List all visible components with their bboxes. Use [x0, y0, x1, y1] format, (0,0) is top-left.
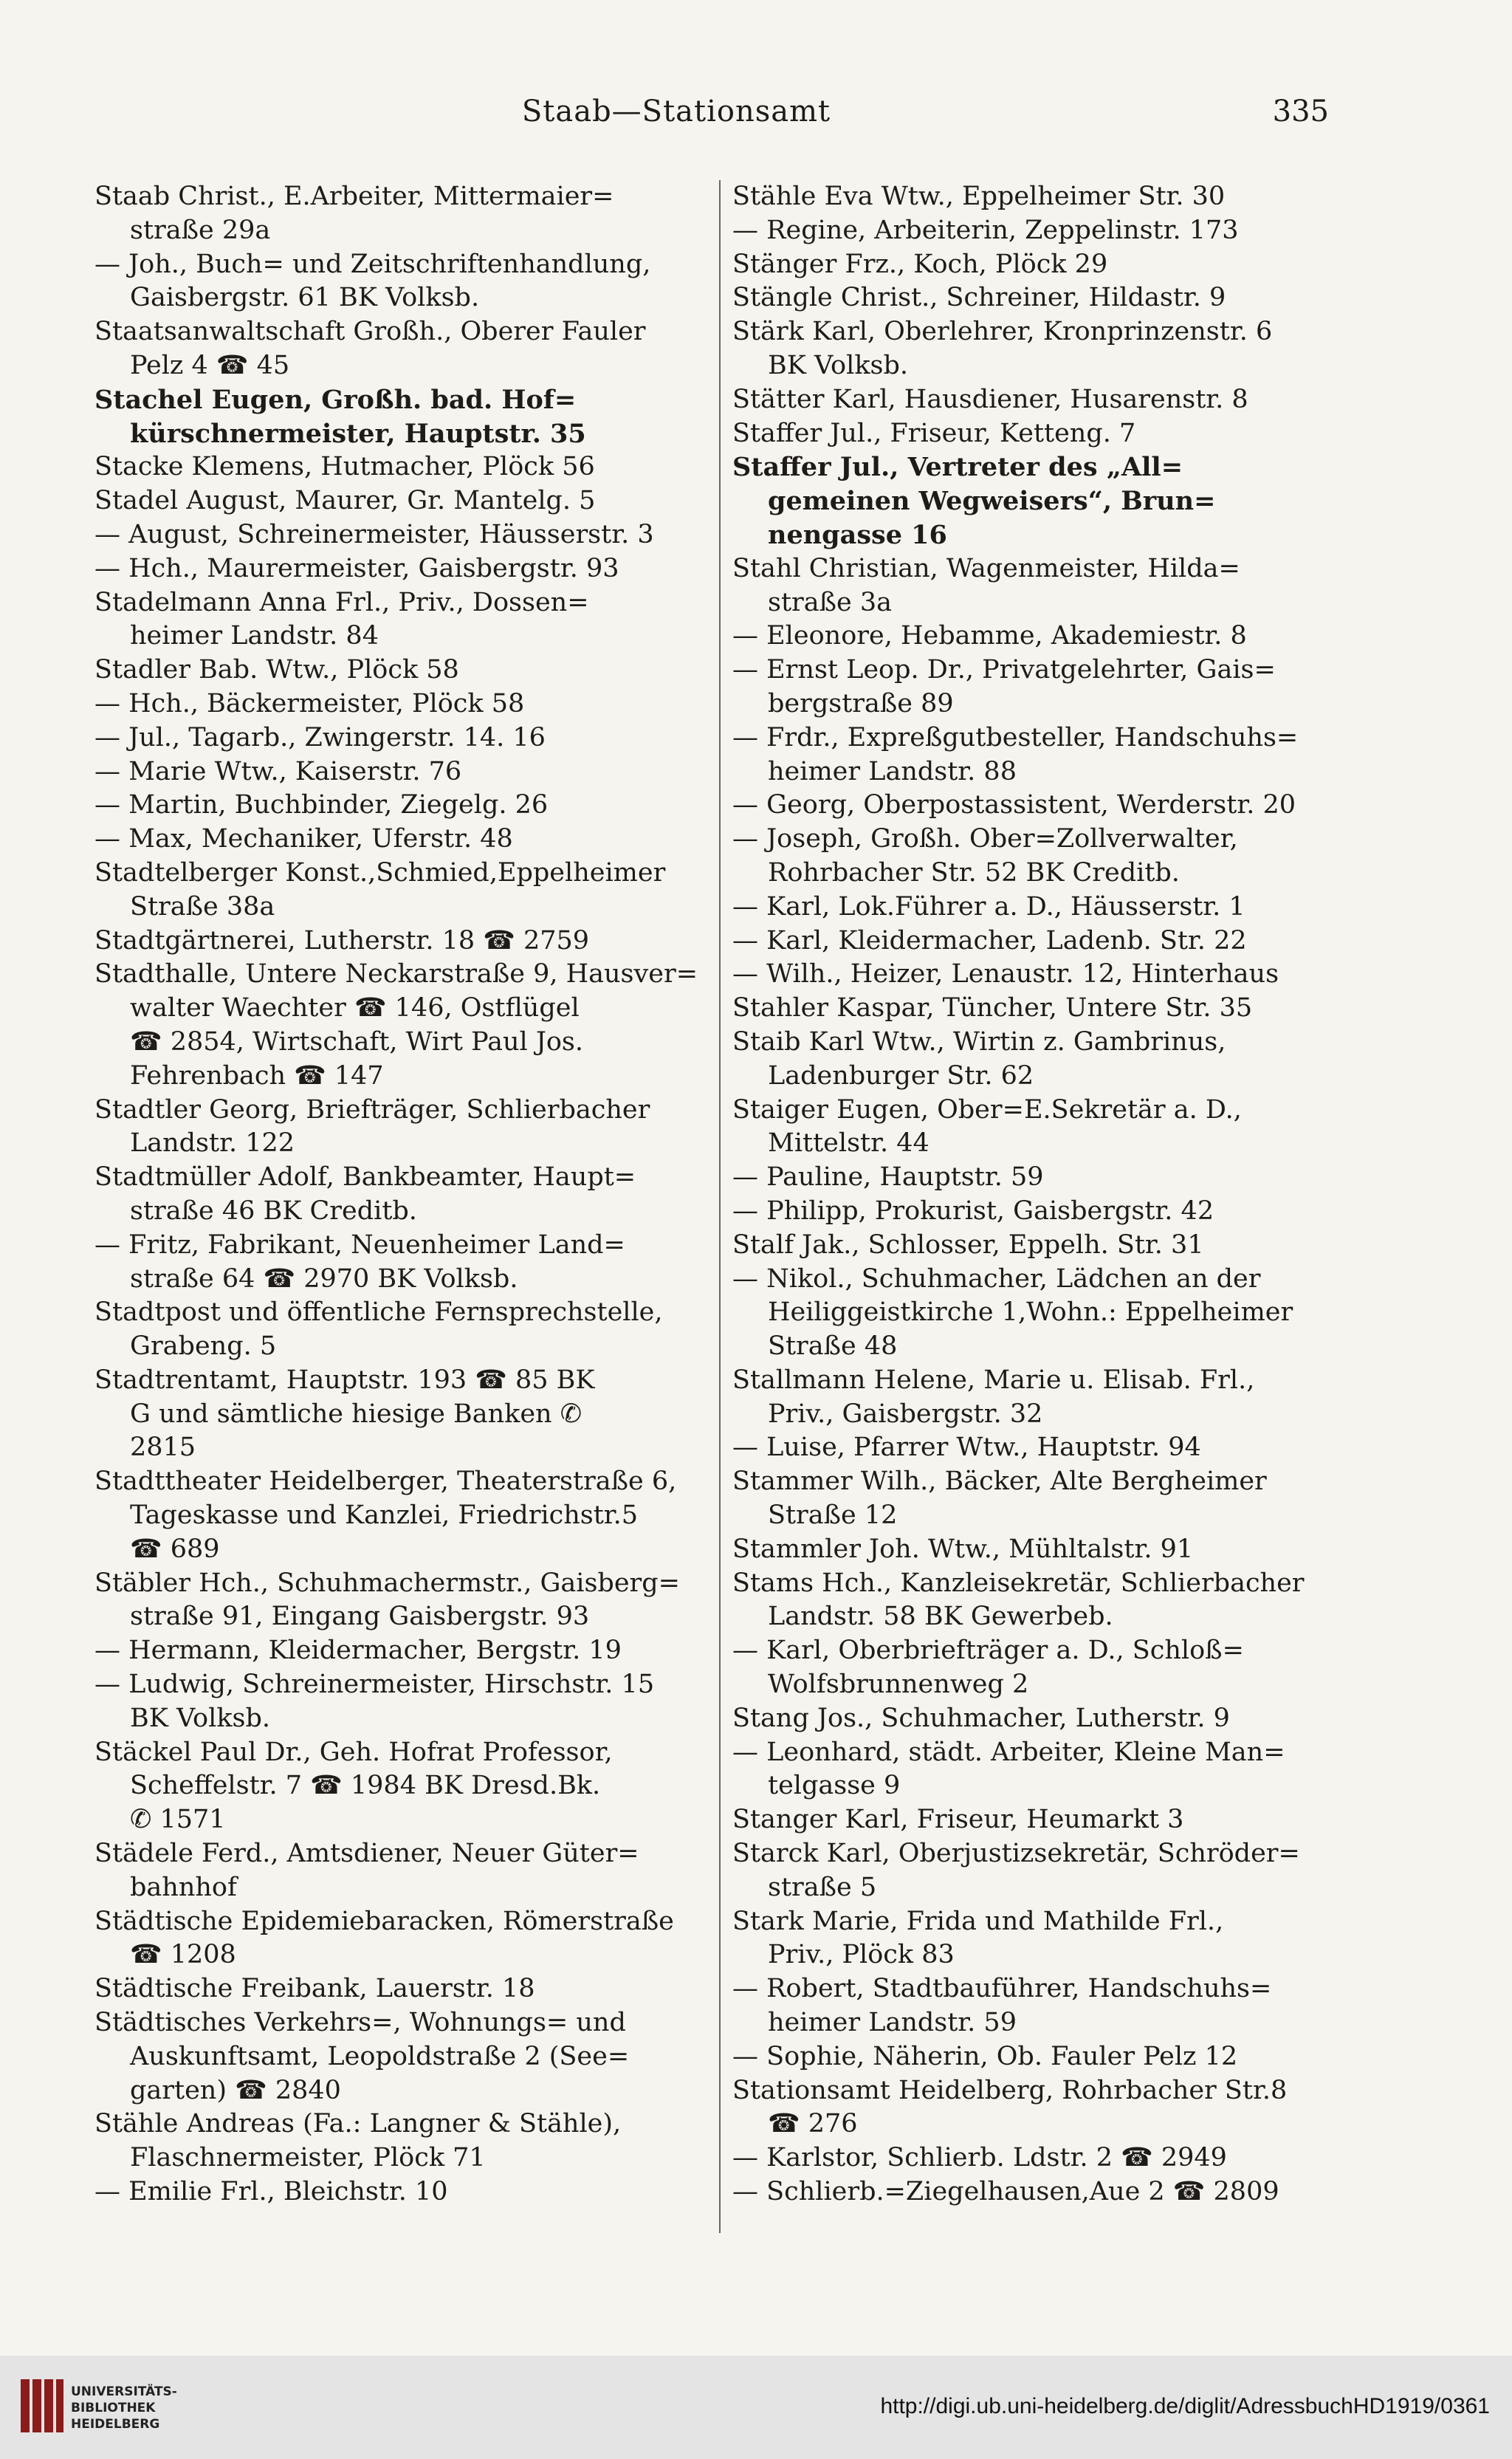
source-url-link[interactable]: http://digi.ub.uni-heidelberg.de/diglit/AdressbuchHD1919/0361: [880, 2394, 1490, 2418]
directory-line: Straße 48: [768, 1331, 898, 1362]
directory-line: ☎ 276: [768, 2109, 858, 2139]
directory-line: — Hch., Bäckermeister, Plöck 58: [94, 688, 525, 719]
directory-line: Stäbler Hch., Schuhmachermstr., Gaisberg=: [94, 1568, 681, 1598]
directory-line: G und sämtliche hiesige Banken ✆: [130, 1399, 583, 1429]
directory-line: Stätter Karl, Hausdiener, Husarenstr. 8: [732, 384, 1248, 414]
directory-line: telgasse 9: [768, 1771, 901, 1801]
directory-line: Stadtrentamt, Hauptstr. 193 ☎ 85 BK: [94, 1365, 595, 1395]
directory-line: 2815: [130, 1433, 196, 1463]
directory-line: Stadtgärtnerei, Lutherstr. 18 ☎ 2759: [94, 925, 590, 956]
directory-line: — Joseph, Großh. Ober=Zollverwalter,: [732, 824, 1238, 854]
directory-line: bahnhof: [130, 1872, 237, 1902]
directory-line: heimer Landstr. 59: [768, 2008, 1017, 2038]
directory-line: — Karl, Oberbriefträger a. D., Schloß=: [732, 1636, 1244, 1666]
directory-line: Flaschnermeister, Plöck 71: [130, 2143, 486, 2173]
directory-line: Straße 12: [768, 1501, 898, 1531]
directory-line: — Emilie Frl., Bleichstr. 10: [94, 2177, 448, 2207]
directory-line: garten) ☎ 2840: [130, 2075, 341, 2105]
directory-line: Staiger Eugen, Ober=E.Sekretär a. D.,: [732, 1094, 1242, 1125]
directory-line: ☎ 689: [130, 1534, 220, 1564]
directory-line: Heiliggeistkirche 1,Wohn.: Eppelheimer: [768, 1297, 1293, 1328]
directory-line: Staatsanwaltschaft Großh., Oberer Fauler: [94, 317, 646, 347]
directory-line: Stadttheater Heidelberger, Theaterstraße 6,: [94, 1467, 677, 1497]
directory-line: Stadelmann Anna Frl., Priv., Dossen=: [94, 587, 589, 617]
directory-line: — Robert, Stadtbauführer, Handschuhs=: [732, 1974, 1272, 2004]
directory-line: Starck Karl, Oberjustizsekretär, Schröder=: [732, 1839, 1300, 1869]
logo-line: UNIVERSITÄTS-: [71, 2384, 177, 2399]
directory-line: Wolfsbrunnenweg 2: [768, 1670, 1029, 1700]
directory-line: — Karl, Lok.Führer a. D., Häusserstr. 1: [732, 891, 1245, 922]
directory-line: Fehrenbach ☎ 147: [130, 1060, 384, 1091]
directory-line: BK Volksb.: [130, 1703, 271, 1733]
directory-line: Städtische Epidemiebaracken, Römerstraße: [94, 1906, 674, 1936]
directory-line: Priv., Plöck 83: [768, 1940, 955, 1970]
directory-line: — Luise, Pfarrer Wtw., Hauptstr. 94: [732, 1433, 1201, 1463]
directory-line: straße 46 BK Creditb.: [130, 1196, 417, 1226]
directory-line: Städtische Freibank, Lauerstr. 18: [94, 1974, 535, 2004]
footer-bar: [0, 2356, 1512, 2459]
directory-line: bergstraße 89: [768, 688, 954, 719]
directory-line: walter Waechter ☎ 146, Ostflügel: [130, 993, 580, 1023]
directory-line: Stadtmüller Adolf, Bankbeamter, Haupt=: [94, 1162, 636, 1193]
directory-line: straße 5: [768, 1872, 877, 1902]
directory-line: Stadel August, Maurer, Gr. Mantelg. 5: [94, 486, 596, 516]
directory-line: — Hch., Maurermeister, Gaisbergstr. 93: [94, 553, 619, 583]
directory-line: — Georg, Oberpostassistent, Werderstr. 20: [732, 790, 1296, 820]
library-logo-text: [71, 2384, 233, 2432]
directory-line: — Ernst Leop. Dr., Privatgelehrter, Gais=: [732, 655, 1276, 685]
directory-line: Stäckel Paul Dr., Geh. Hofrat Professor,: [94, 1737, 613, 1767]
directory-line: Städele Ferd., Amtsdiener, Neuer Güter=: [94, 1839, 639, 1869]
directory-line: — Sophie, Näherin, Ob. Fauler Pelz 12: [732, 2041, 1238, 2071]
directory-line: — Max, Mechaniker, Uferstr. 48: [94, 824, 513, 854]
logo-line: HEIDELBERG: [71, 2417, 160, 2432]
directory-line: — Fritz, Fabrikant, Neuenheimer Land=: [94, 1230, 625, 1260]
directory-line: heimer Landstr. 88: [768, 756, 1017, 786]
directory-line: — Wilh., Heizer, Lenaustr. 12, Hinterhaus: [732, 959, 1279, 990]
directory-line: straße 91, Eingang Gaisbergstr. 93: [130, 1602, 590, 1632]
directory-line: Stahl Christian, Wagenmeister, Hilda=: [732, 553, 1240, 583]
directory-line: — August, Schreinermeister, Häusserstr. 3: [94, 519, 654, 549]
column-rule: [719, 180, 721, 2233]
running-head: Staab—Stationsamt: [521, 95, 831, 128]
directory-line: Staffer Jul., Vertreter des „All=: [732, 452, 1183, 483]
directory-line: Ladenburger Str. 62: [768, 1060, 1034, 1091]
directory-line: Stanger Karl, Friseur, Heumarkt 3: [732, 1805, 1184, 1835]
directory-line: — Marie Wtw., Kaiserstr. 76: [94, 756, 462, 786]
directory-line: Stacke Klemens, Hutmacher, Plöck 56: [94, 452, 595, 482]
left-column: [94, 180, 716, 2233]
directory-line: Staab Christ., E.Arbeiter, Mittermaier=: [94, 182, 614, 211]
library-logo-icon: [21, 2379, 63, 2432]
directory-line: Rohrbacher Str. 52 BK Creditb.: [768, 857, 1180, 888]
directory-line: gemeinen Wegweisers“, Brun=: [768, 486, 1216, 517]
right-column: [732, 180, 1345, 2233]
directory-line: Stammer Wilh., Bäcker, Alte Bergheimer: [732, 1467, 1267, 1497]
directory-line: Stationsamt Heidelberg, Rohrbacher Str.8: [732, 2075, 1288, 2105]
directory-line: ☎ 1208: [130, 1940, 236, 1970]
directory-line: Pelz 4 ☎ 45: [130, 350, 290, 380]
directory-line: — Schlierb.=Ziegelhausen,Aue 2 ☎ 2809: [732, 2177, 1279, 2207]
directory-line: — Joh., Buch= und Zeitschriftenhandlung,: [94, 249, 651, 279]
directory-line: BK Volksb.: [768, 350, 909, 380]
directory-line: Stammler Joh. Wtw., Mühltalstr. 91: [732, 1534, 1194, 1564]
directory-line: — Ludwig, Schreinermeister, Hirschstr. 15: [94, 1670, 655, 1700]
directory-line: straße 3a: [768, 587, 892, 617]
directory-line: Stalf Jak., Schlosser, Eppelh. Str. 31: [732, 1230, 1204, 1260]
directory-line: — Karl, Kleidermacher, Ladenb. Str. 22: [732, 925, 1247, 956]
directory-line: Stams Hch., Kanzleisekretär, Schlierbacher: [732, 1568, 1305, 1598]
directory-line: Grabeng. 5: [130, 1331, 277, 1362]
directory-line: ✆ 1571: [130, 1805, 226, 1835]
directory-line: straße 29a: [130, 215, 271, 245]
directory-line: Stänger Frz., Koch, Plöck 29: [732, 249, 1108, 279]
directory-line: Staffer Jul., Friseur, Ketteng. 7: [732, 418, 1136, 448]
directory-line: Stängle Christ., Schreiner, Hildastr. 9: [732, 283, 1226, 313]
directory-line: — Frdr., Expreßgutbesteller, Handschuhs=: [732, 722, 1299, 752]
directory-line: Straße 38a: [130, 891, 275, 922]
directory-line: Stachel Eugen, Großh. bad. Hof=: [94, 384, 577, 415]
directory-line: nengasse 16: [768, 519, 947, 550]
directory-line: Stahler Kaspar, Tüncher, Untere Str. 35: [732, 993, 1253, 1023]
directory-line: Auskunftsamt, Leopoldstraße 2 (See=: [130, 2041, 630, 2071]
directory-line: heimer Landstr. 84: [130, 621, 379, 651]
logo-line: BIBLIOTHEK: [71, 2401, 156, 2415]
directory-line: — Eleonore, Hebamme, Akademiestr. 8: [732, 621, 1247, 651]
directory-line: Stallmann Helene, Marie u. Elisab. Frl.,: [732, 1365, 1255, 1395]
directory-line: — Martin, Buchbinder, Ziegelg. 26: [94, 790, 549, 820]
directory-line: Stadtler Georg, Briefträger, Schlierbacher: [94, 1094, 650, 1125]
directory-line: Gaisbergstr. 61 BK Volksb.: [130, 283, 480, 313]
directory-line: — Regine, Arbeiterin, Zeppelinstr. 173: [732, 215, 1239, 245]
directory-line: Stähle Eva Wtw., Eppelheimer Str. 30: [732, 182, 1226, 211]
directory-line: Scheffelstr. 7 ☎ 1984 BK Dresd.Bk.: [130, 1771, 601, 1801]
directory-line: Tageskasse und Kanzlei, Friedrichstr.5: [130, 1501, 639, 1531]
directory-line: Stang Jos., Schuhmacher, Lutherstr. 9: [732, 1703, 1230, 1733]
directory-line: Stadtelberger Konst.,Schmied,Eppelheimer: [94, 857, 666, 888]
directory-line: Stähle Andreas (Fa.: Langner & Stähle),: [94, 2109, 622, 2139]
directory-line: — Pauline, Hauptstr. 59: [732, 1162, 1044, 1193]
directory-line: Stadthalle, Untere Neckarstraße 9, Hausver=: [94, 959, 698, 990]
directory-line: — Nikol., Schuhmacher, Lädchen an der: [732, 1263, 1261, 1294]
directory-line: Landstr. 122: [130, 1128, 295, 1159]
directory-line: — Jul., Tagarb., Zwingerstr. 14. 16: [94, 722, 546, 752]
directory-line: Landstr. 58 BK Gewerbeb.: [768, 1602, 1113, 1632]
directory-line: Priv., Gaisbergstr. 32: [768, 1399, 1043, 1429]
directory-line: Stark Marie, Frida und Mathilde Frl.,: [732, 1906, 1224, 1936]
directory-line: — Leonhard, städt. Arbeiter, Kleine Man=: [732, 1737, 1285, 1767]
directory-line: Stadler Bab. Wtw., Plöck 58: [94, 655, 459, 685]
page-number: 335: [1272, 95, 1329, 128]
directory-line: Städtisches Verkehrs=, Wohnungs= und: [94, 2008, 626, 2038]
directory-line: Mittelstr. 44: [768, 1128, 929, 1159]
directory-line: straße 64 ☎ 2970 BK Volksb.: [130, 1263, 518, 1294]
directory-line: — Philipp, Prokurist, Gaisbergstr. 42: [732, 1196, 1214, 1226]
directory-line: Stadtpost und öffentliche Fernsprechstelle,: [94, 1297, 663, 1328]
directory-line: — Karlstor, Schlierb. Ldstr. 2 ☎ 2949: [732, 2143, 1227, 2173]
directory-line: Stärk Karl, Oberlehrer, Kronprinzenstr. 6: [732, 317, 1273, 347]
directory-line: — Hermann, Kleidermacher, Bergstr. 19: [94, 1636, 622, 1666]
directory-line: kürschnermeister, Hauptstr. 35: [130, 418, 586, 449]
directory-line: Staib Karl Wtw., Wirtin z. Gambrinus,: [732, 1026, 1226, 1057]
directory-line: ☎ 2854, Wirtschaft, Wirt Paul Jos.: [130, 1026, 584, 1057]
